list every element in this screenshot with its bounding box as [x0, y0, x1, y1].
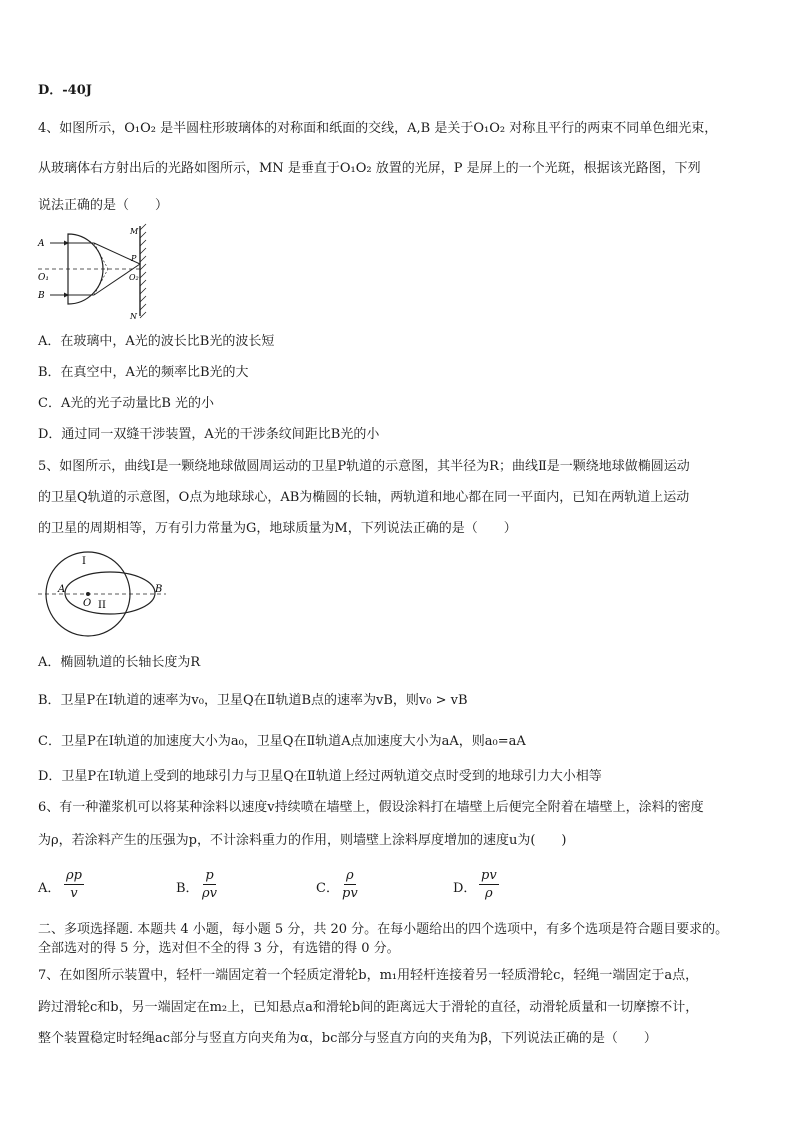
q4-option-a: A．在玻璃中，A光的波长比B光的波长短	[38, 334, 275, 349]
q6-option-d-label: D．	[453, 881, 477, 896]
q7-stem-line2: 跨过滑轮c和b，另一端固定在m₂上，已知悬点a和滑轮b间的距离远大于滑轮的直径，动滑轮质量和一切摩擦不计，	[38, 1000, 699, 1015]
q4-option-b: B．在真空中，A光的频率比B光的大	[38, 365, 249, 380]
label-point-o: O	[83, 598, 92, 609]
fraction-numerator: p	[205, 868, 214, 883]
earth-center	[86, 592, 90, 596]
label-p: P	[131, 254, 137, 263]
label-orbit-ii: II	[98, 600, 106, 611]
label-b: B	[38, 291, 45, 301]
q4-option-c: C．A光的光子动量比B 光的小	[38, 396, 215, 411]
fraction-numerator: pv	[481, 868, 497, 883]
q4-option-d: D．通过同一双缝干涉装置，A光的干涉条纹间距比B光的小	[38, 427, 380, 442]
label-m: M	[130, 227, 139, 236]
section2-instructions-line1: 二、多项选择题. 本题共 4 小题，每小题 5 分，共 20 分。在每小题给出的四个选项中，有多个选项是符合题目要求的。	[38, 922, 729, 937]
q5-option-a: A．椭圆轨道的长轴长度为R	[38, 655, 201, 670]
q6-stem-line1: 6、有一种灌浆机可以将某种涂料以速度v持续喷在墙壁上，假设涂料打在墙壁上后便完全附着在墙壁上，涂料的密度	[38, 800, 704, 815]
q6-option-d-fraction	[479, 868, 499, 901]
q5-stem-line1: 5、如图所示，曲线Ⅰ是一颗绕地球做圆周运动的卫星P轨道的示意图，其半径为R；曲线Ⅱ是一颗绕地球做椭圆运动	[38, 459, 690, 474]
label-a: A	[38, 239, 45, 249]
q5-option-b: B．卫星P在Ⅰ轨道的速率为v₀，卫星Q在Ⅱ轨道B点的速率为vB，则v₀ > vB	[38, 693, 468, 708]
q6-option-c-label: C．	[316, 881, 339, 896]
q5-stem-line3: 的卫星的周期相等，万有引力常量为G，地球质量为M，下列说法正确的是（ ）	[38, 521, 517, 536]
fraction-numerator: ρ	[346, 868, 354, 883]
label-o1: O₁	[38, 273, 49, 283]
q4-light-path-figure	[36, 222, 154, 322]
label-point-b: B	[155, 584, 163, 595]
q7-stem-line1: 7、在如图所示装置中，轻杆一端固定着一个轻质定滑轮b，m₁用轻杆连接着另一轻质滑轮c，轻绳一端固定于a点，	[38, 968, 699, 983]
fraction-numerator: ρp	[66, 868, 82, 883]
fraction-denominator: v	[70, 886, 78, 901]
q5-option-d: D．卫星P在Ⅰ轨道上受到的地球引力与卫星Q在Ⅱ轨道上经过两轨道交点时受到的地球引力大小相等	[38, 769, 602, 784]
q6-option-b-fraction	[202, 868, 217, 901]
label-orbit-i: I	[82, 556, 86, 567]
label-point-a: A	[58, 584, 66, 595]
q7-stem-line3: 整个装置稳定时轻绳ac部分与竖直方向夹角为α，bc部分与竖直方向的夹角为β，下列说法正确的是（ ）	[38, 1031, 657, 1046]
q4-stem-line2: 从玻璃体右方射出后的光路如图所示，MN 是垂直于O₁O₂ 放置的光屏，P 是屏上的一个光斑，根据该光路图，下列	[38, 161, 701, 176]
q3-option-d: D．-40J	[38, 83, 92, 98]
q6-option-a-label: A．	[38, 881, 61, 896]
q5-orbit-figure	[38, 548, 168, 640]
q5-option-c: C．卫星P在Ⅰ轨道的加速度大小为a₀，卫星Q在Ⅱ轨道A点加速度大小为aA，则a₀=aA	[38, 734, 526, 749]
label-n: N	[130, 312, 137, 321]
section2-instructions-line2: 全部选对的得 5 分，选对但不全的得 3 分，有选错的得 0 分。	[38, 941, 400, 956]
q4-stem-line1: 4、如图所示，O₁O₂ 是半圆柱形玻璃体的对称面和纸面的交线，A,B 是关于O₁O₂ 对称且平行的两束不同单色细光束，	[38, 121, 718, 136]
q5-stem-line2: 的卫星Q轨道的示意图，O点为地球球心，AB为椭圆的长轴，两轨道和地心都在同一平面内，已知在两轨道上运动	[38, 490, 690, 505]
q6-option-c-fraction	[342, 868, 358, 901]
fraction-denominator: ρv	[202, 886, 217, 901]
q6-option-a-fraction	[64, 868, 84, 901]
label-o2: O₂	[129, 273, 139, 282]
fraction-denominator: pv	[342, 886, 358, 901]
fraction-denominator: ρ	[485, 886, 493, 901]
orbit-ii-ellipse	[65, 572, 155, 614]
q6-option-b-label: B．	[176, 881, 199, 896]
q4-stem-line3: 说法正确的是（ ）	[38, 198, 169, 213]
q6-stem-line2: 为ρ，若涂料产生的压强为p，不计涂料重力的作用，则墙壁上涂料厚度增加的速度u为( )	[38, 833, 567, 848]
